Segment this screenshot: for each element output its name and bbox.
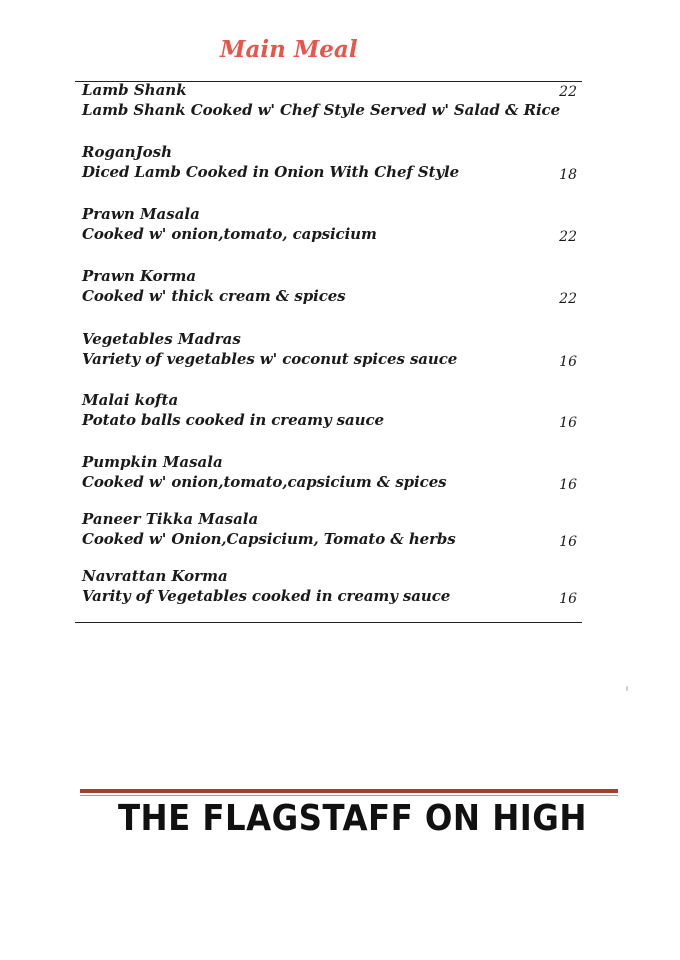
menu-item [82, 204, 580, 244]
menu-item [82, 509, 580, 549]
menu-item-name: Prawn Masala [82, 205, 200, 223]
menu-item-name: Vegetables Madras [82, 330, 241, 348]
menu-item-description: Potato balls cooked in creamy sauce [82, 411, 384, 429]
menu-section-title: Main Meal [220, 36, 358, 63]
menu-item-price: 22 [559, 84, 577, 100]
menu-item-description: Cooked w' onion,tomato, capsicium [82, 225, 377, 243]
menu-item-description: Lamb Shank Cooked w' Chef Style Served w' Salad & Rice [82, 101, 561, 119]
restaurant-name: THE FLAGSTAFF ON HIGH [118, 798, 587, 839]
menu-item-price: 16 [559, 477, 577, 493]
menu-item-name: Paneer Tikka Masala [82, 510, 259, 528]
menu-item [82, 329, 580, 369]
menu-item-price: 22 [559, 291, 577, 307]
menu-item-name: Pumpkin Masala [82, 453, 223, 471]
menu-item-description: Variety of vegetables w' coconut spices sauce [82, 350, 458, 368]
menu-item-name: Lamb Shank [82, 81, 187, 99]
menu-item-name: Prawn Korma [82, 267, 197, 285]
menu-item-description: Diced Lamb Cooked in Onion With Chef Style [82, 163, 460, 181]
menu-item [82, 452, 580, 492]
menu-item-description: Cooked w' onion,tomato,capsicium & spices [82, 473, 447, 491]
bottom-divider [75, 622, 582, 623]
menu-item-price: 22 [559, 229, 577, 245]
menu-item-price: 18 [559, 167, 577, 183]
menu-item [82, 266, 580, 306]
brand-rule-thin [80, 795, 618, 796]
menu-item-price: 16 [559, 591, 577, 607]
menu-item-description: Cooked w' Onion,Capsicium, Tomato & herbs [82, 530, 456, 548]
menu-item-name: Malai kofta [82, 391, 179, 409]
menu-item-price: 16 [559, 534, 577, 550]
menu-item [82, 566, 580, 606]
menu-item-name: RoganJosh [82, 143, 173, 161]
scan-speck [626, 686, 628, 691]
menu-item-price: 16 [559, 354, 577, 370]
menu-item-price: 16 [559, 415, 577, 431]
menu-item-description: Varity of Vegetables cooked in creamy sauce [82, 587, 451, 605]
brand-rule-thick [80, 789, 618, 793]
menu-item [82, 80, 580, 120]
menu-item-name: Navrattan Korma [82, 567, 228, 585]
menu-item-description: Cooked w' thick cream & spices [82, 287, 346, 305]
menu-item [82, 390, 580, 430]
menu-item [82, 142, 580, 182]
